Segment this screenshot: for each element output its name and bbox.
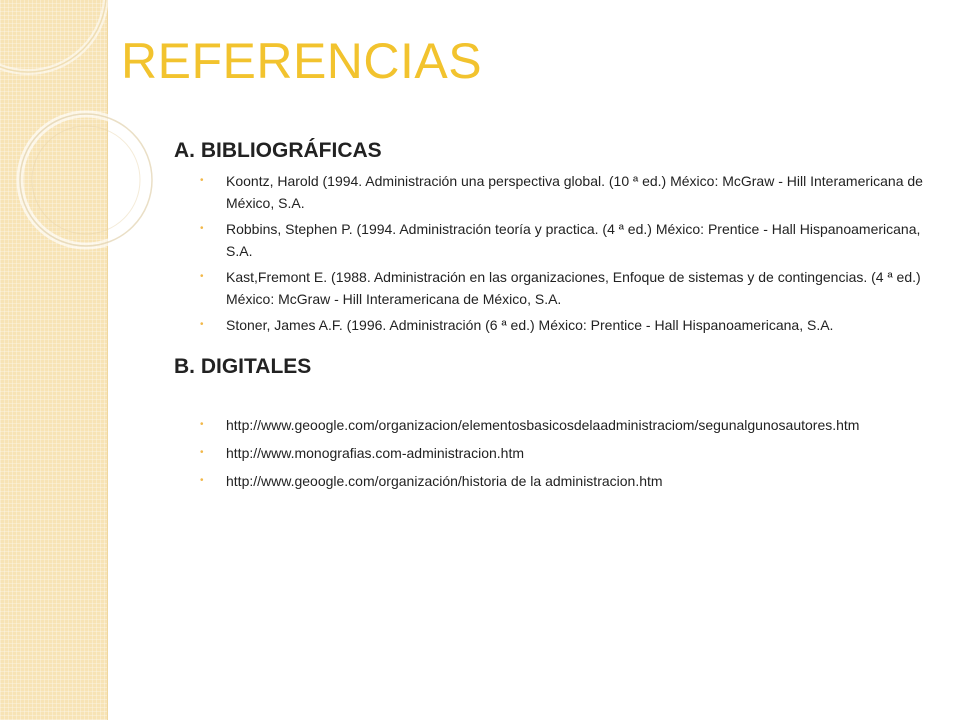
bullet-icon: •	[200, 223, 204, 234]
reference-text: Robbins, Stephen P. (1994. Administración teoría y practica. (4 ª ed.) México: Prentice - Hall Hispanoamericana, S.A.	[226, 221, 921, 259]
reference-item	[200, 314, 930, 336]
reference-item	[200, 442, 930, 464]
digital-reference-list	[200, 414, 930, 492]
bibliographic-reference-list	[200, 170, 930, 336]
section-heading-digitales: B. DIGITALES	[174, 355, 312, 378]
slide-title: REFERENCIAS	[121, 33, 483, 89]
bullet-icon: •	[200, 475, 204, 486]
bullet-icon: •	[200, 319, 204, 330]
reference-text: Stoner, James A.F. (1996. Administración (6 ª ed.) México: Prentice - Hall Hispanoamericana, S.A.	[226, 317, 834, 333]
reference-item	[200, 218, 930, 262]
reference-item	[200, 414, 930, 436]
reference-url: http://www.monografias.com-administracion.htm	[226, 445, 524, 461]
reference-text: Koontz, Harold (1994. Administración una perspectiva global. (10 ª ed.) México: McGraw - Hill Interamericana de México, S.A.	[226, 173, 923, 211]
reference-item	[200, 470, 930, 492]
left-decorative-band	[0, 0, 108, 720]
reference-text: Kast,Fremont E. (1988. Administración en las organizaciones, Enfoque de sistemas y de contingencias. (4 ª ed.) México: McGraw - Hill Interamericana de México, S.A.	[226, 269, 921, 307]
bullet-icon: •	[200, 271, 204, 282]
bullet-icon: •	[200, 447, 204, 458]
bullet-icon: •	[200, 419, 204, 430]
section-heading-bibliograficas: A. BIBLIOGRÁFICAS	[174, 139, 382, 162]
reference-url: http://www.geoogle.com/organización/historia de la administracion.htm	[226, 473, 663, 489]
reference-item	[200, 170, 930, 214]
reference-item	[200, 266, 930, 310]
bullet-icon: •	[200, 175, 204, 186]
reference-url: http://www.geoogle.com/organizacion/elementosbasicosdelaadministraciom/segunalgunosautores.htm	[226, 417, 860, 433]
